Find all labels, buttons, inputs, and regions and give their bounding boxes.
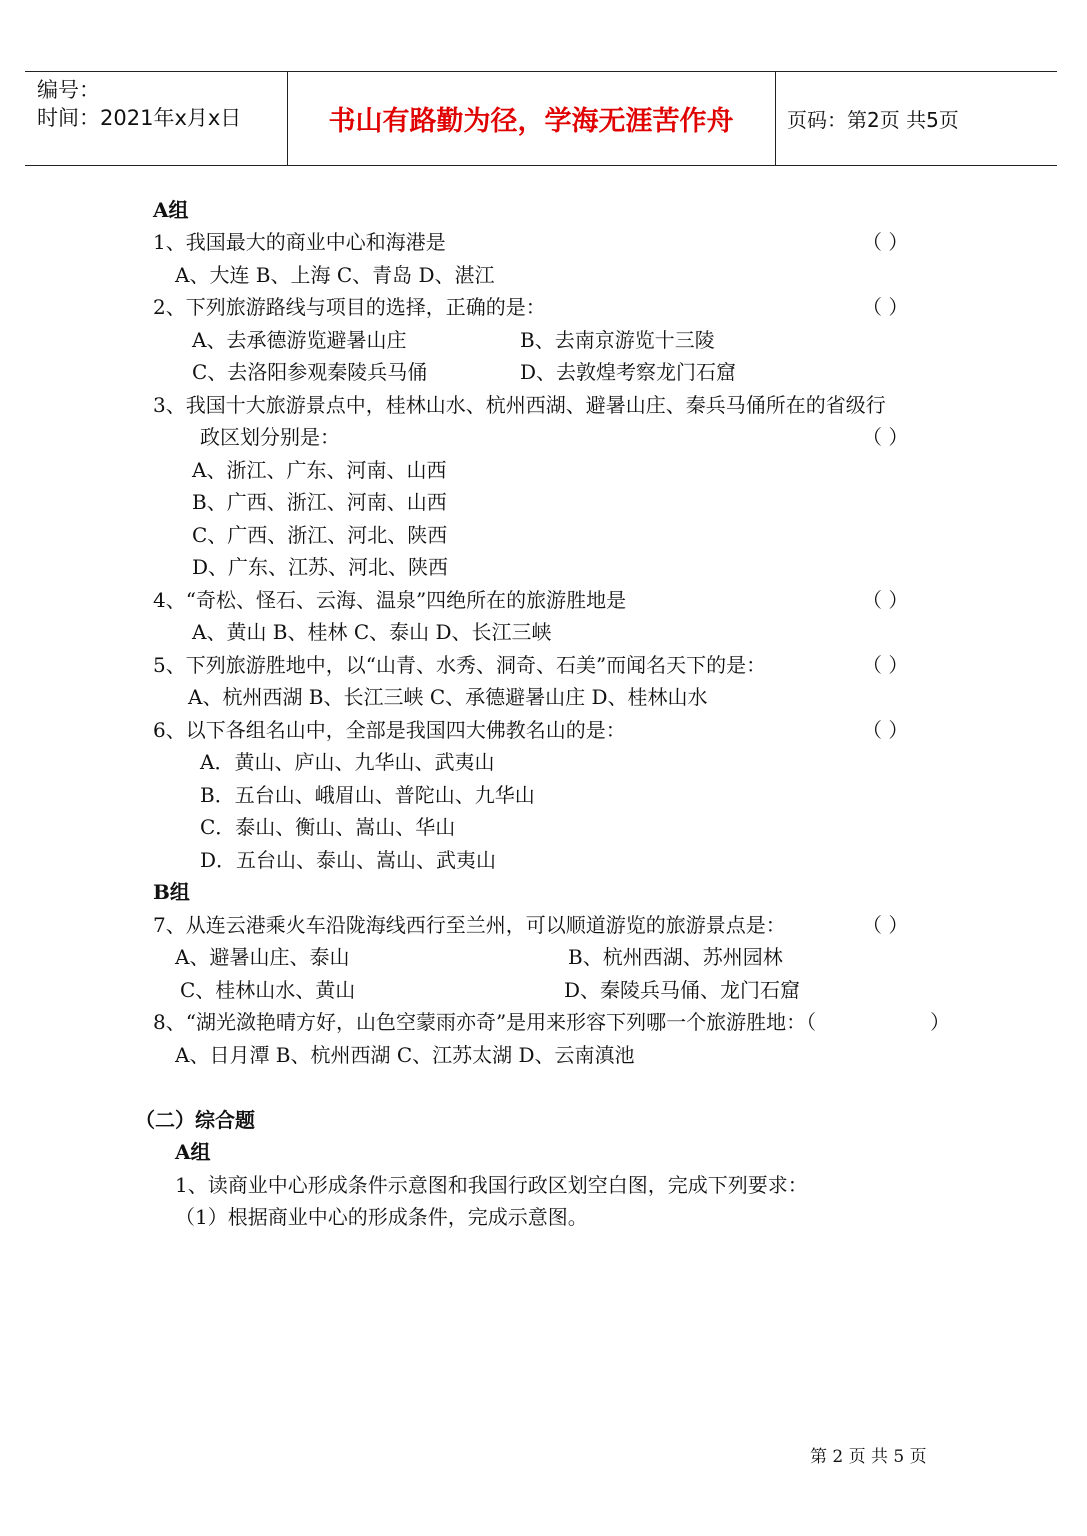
answer-paren: （ ） bbox=[862, 588, 909, 612]
part2-section-a-title: A组 bbox=[175, 1140, 211, 1164]
part2-title: （二）综合题 bbox=[135, 1108, 255, 1132]
answer-paren: （ ） bbox=[862, 425, 909, 449]
part2-q1-sub: （1）根据商业中心的形成条件，完成示意图。 bbox=[175, 1205, 588, 1229]
q3-option-c: C、广西、浙江、河北、陕西 bbox=[192, 523, 448, 547]
section-b-title: B组 bbox=[153, 880, 190, 904]
q7-option-c: C、桂林山水、黄山 bbox=[180, 978, 356, 1002]
q2-option-c: C、去洛阳参观秦陵兵马俑 bbox=[192, 360, 428, 384]
answer-paren-close: ） bbox=[930, 1010, 950, 1034]
q3-stem-line1: 3、我国十大旅游景点中，桂林山水、杭州西湖、避暑山庄、秦兵马俑所在的省级行 bbox=[153, 393, 886, 417]
q2-stem: 2、下列旅游路线与项目的选择，正确的是： bbox=[153, 295, 546, 319]
q7-option-b: B、杭州西湖、苏州园林 bbox=[568, 945, 783, 969]
q1-stem: 1、我国最大的商业中心和海港是 bbox=[153, 230, 446, 254]
motto: 书山有路勤为径，学海无涯苦作舟 bbox=[328, 106, 734, 137]
q2-option-a: A、去承德游览避暑山庄 bbox=[192, 328, 407, 352]
q5-options: A、杭州西湖 B、长江三峡 C、承德避暑山庄 D、桂林山水 bbox=[188, 685, 708, 709]
q6-option-c: C．泰山、衡山、嵩山、华山 bbox=[200, 815, 456, 839]
answer-paren: （ ） bbox=[862, 718, 909, 742]
q3-option-a: A、浙江、广东、河南、山西 bbox=[192, 458, 447, 482]
page-info: 页码：第2页 共5页 bbox=[787, 108, 959, 132]
q6-option-b: B．五台山、峨眉山、普陀山、九华山 bbox=[200, 783, 535, 807]
q6-option-a: A．黄山、庐山、九华山、武夷山 bbox=[200, 750, 495, 774]
answer-paren: （ ） bbox=[862, 653, 909, 677]
q4-stem: 4、“奇松、怪石、云海、温泉”四绝所在的旅游胜地是 bbox=[153, 588, 627, 612]
header-divider bbox=[775, 72, 776, 165]
header-meta bbox=[37, 76, 241, 132]
q6-option-d: D．五台山、泰山、嵩山、武夷山 bbox=[200, 848, 497, 872]
q5-stem: 5、下列旅游胜地中，以“山青、水秀、洞奇、石美”而闻名天下的是： bbox=[153, 653, 767, 677]
answer-paren: （ ） bbox=[862, 230, 909, 254]
q2-option-d: D、去敦煌考察龙门石窟 bbox=[520, 360, 737, 384]
q3-stem-line2: 政区划分别是： bbox=[200, 425, 340, 449]
time-label: 时间：2021年x月x日 bbox=[37, 106, 242, 130]
page-footer: 第 2 页 共 5 页 bbox=[810, 1447, 927, 1467]
q4-options: A、黄山 B、桂林 C、泰山 D、长江三峡 bbox=[192, 620, 552, 644]
q6-stem: 6、以下各组名山中，全部是我国四大佛教名山的是： bbox=[153, 718, 626, 742]
q2-option-b: B、去南京游览十三陵 bbox=[520, 328, 715, 352]
q3-option-d: D、广东、江苏、河北、陕西 bbox=[192, 555, 449, 579]
q8-options: A、日月潭 B、杭州西湖 C、江苏太湖 D、云南滇池 bbox=[175, 1043, 635, 1067]
answer-paren: （ ） bbox=[862, 295, 909, 319]
number-label: 编号： bbox=[37, 78, 100, 102]
q7-option-a: A、避暑山庄、泰山 bbox=[175, 945, 350, 969]
q7-stem: 7、从连云港乘火车沿陇海线西行至兰州，可以顺道游览的旅游景点是： bbox=[153, 913, 786, 937]
answer-paren: （ ） bbox=[862, 913, 909, 937]
section-a-title: A组 bbox=[153, 198, 189, 222]
q8-stem: 8、“湖光潋艳晴方好，山色空蒙雨亦奇”是用来形容下列哪一个旅游胜地：（ bbox=[153, 1010, 817, 1034]
q1-options: A、大连 B、上海 C、青岛 D、湛江 bbox=[175, 263, 495, 287]
q7-option-d: D、秦陵兵马俑、龙门石窟 bbox=[564, 978, 801, 1002]
page-header bbox=[25, 71, 1057, 166]
q3-option-b: B、广西、浙江、河南、山西 bbox=[192, 490, 447, 514]
part2-q1: 1、读商业中心形成条件示意图和我国行政区划空白图，完成下列要求： bbox=[175, 1173, 808, 1197]
